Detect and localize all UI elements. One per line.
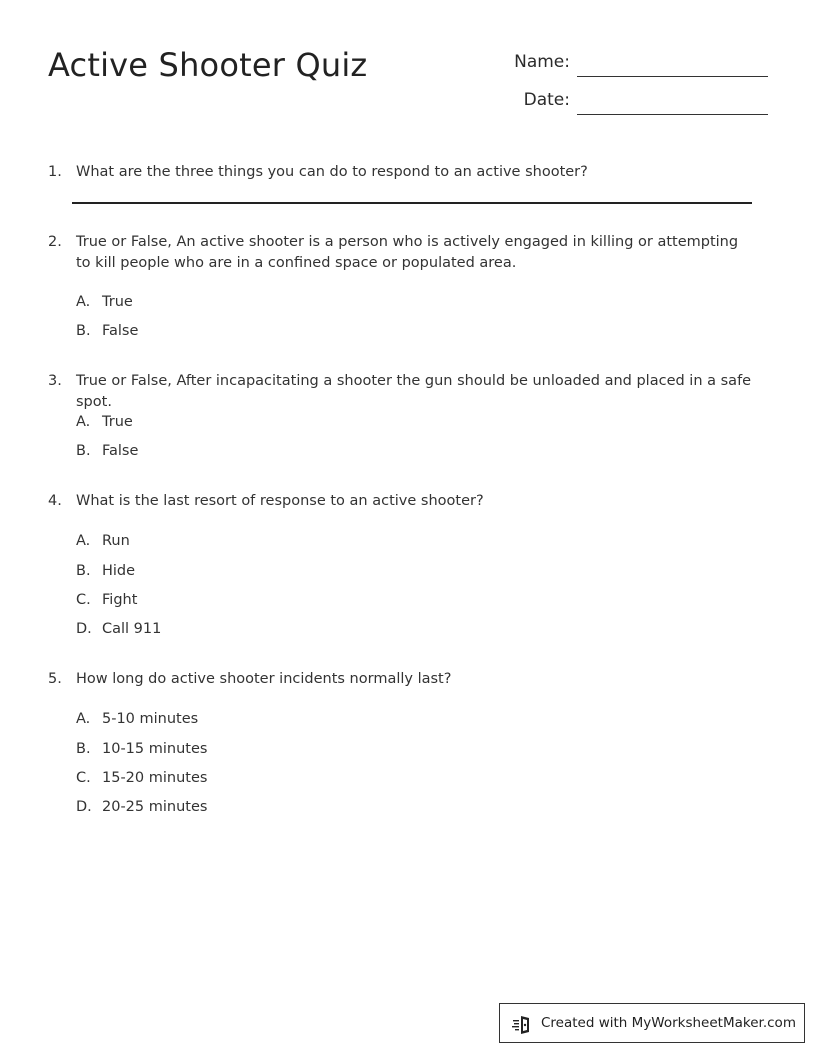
option-text: Fight	[102, 592, 138, 608]
option-5c[interactable]	[76, 768, 207, 789]
name-field[interactable]	[577, 76, 768, 77]
option-4c[interactable]	[76, 590, 137, 611]
option-letter: B.	[76, 443, 91, 459]
question-text: True or False, An active shooter is a person who is actively engaged in killing or attempting to kill people who are in a confined space or populated area.	[76, 234, 739, 271]
option-3a[interactable]	[76, 412, 133, 433]
page-title: Active Shooter Quiz	[48, 46, 368, 84]
option-letter: A.	[76, 711, 91, 727]
date-label: Date:	[523, 90, 570, 110]
name-label-wrap	[480, 52, 570, 76]
worksheet-maker-logo-icon	[512, 1013, 534, 1035]
option-text: 15-20 minutes	[102, 770, 208, 786]
name-label: Name:	[514, 52, 570, 72]
option-text: 10-15 minutes	[102, 741, 208, 757]
question-text: What are the three things you can do to respond to an active shooter?	[76, 164, 588, 180]
option-text: Run	[102, 533, 130, 549]
option-4b[interactable]	[76, 561, 135, 582]
option-letter: A.	[76, 414, 91, 430]
option-text: False	[102, 323, 139, 339]
question-number: 3.	[48, 373, 62, 389]
date-field[interactable]	[577, 114, 768, 115]
date-label-wrap	[480, 90, 570, 114]
option-text: True	[102, 414, 133, 430]
question-number: 2.	[48, 234, 62, 250]
question-text: True or False, After incapacitating a shooter the gun should be unloaded and placed in a safe spot.	[76, 373, 752, 410]
option-text: Hide	[102, 563, 136, 579]
option-text: 20-25 minutes	[102, 799, 208, 815]
option-text: 5-10 minutes	[102, 711, 199, 727]
option-5a[interactable]	[76, 709, 198, 730]
option-text: False	[102, 443, 139, 459]
option-3b[interactable]	[76, 441, 138, 462]
question-2	[48, 232, 758, 274]
option-text: Call 911	[102, 621, 162, 637]
option-letter: C.	[76, 770, 91, 786]
option-text: True	[102, 294, 133, 310]
option-5d[interactable]	[76, 797, 207, 818]
question-text: How long do active shooter incidents normally last?	[76, 671, 452, 687]
option-letter: A.	[76, 533, 91, 549]
option-letter: A.	[76, 294, 91, 310]
question-number: 4.	[48, 493, 62, 509]
question-number: 5.	[48, 671, 62, 687]
answer-line[interactable]	[72, 202, 752, 204]
option-letter: B.	[76, 323, 91, 339]
option-letter: C.	[76, 592, 91, 608]
option-letter: B.	[76, 563, 91, 579]
question-text: What is the last resort of response to an active shooter?	[76, 493, 484, 509]
option-letter: D.	[76, 621, 92, 637]
option-5b[interactable]	[76, 739, 207, 760]
option-2b[interactable]	[76, 321, 138, 342]
option-4a[interactable]	[76, 531, 130, 552]
option-letter: B.	[76, 741, 91, 757]
footer-text: Created with MyWorksheetMaker.com	[541, 1015, 796, 1031]
footer-badge[interactable]	[499, 1003, 805, 1043]
option-4d[interactable]	[76, 619, 161, 640]
option-letter: D.	[76, 799, 92, 815]
option-2a[interactable]	[76, 292, 133, 313]
question-number: 1.	[48, 164, 62, 180]
